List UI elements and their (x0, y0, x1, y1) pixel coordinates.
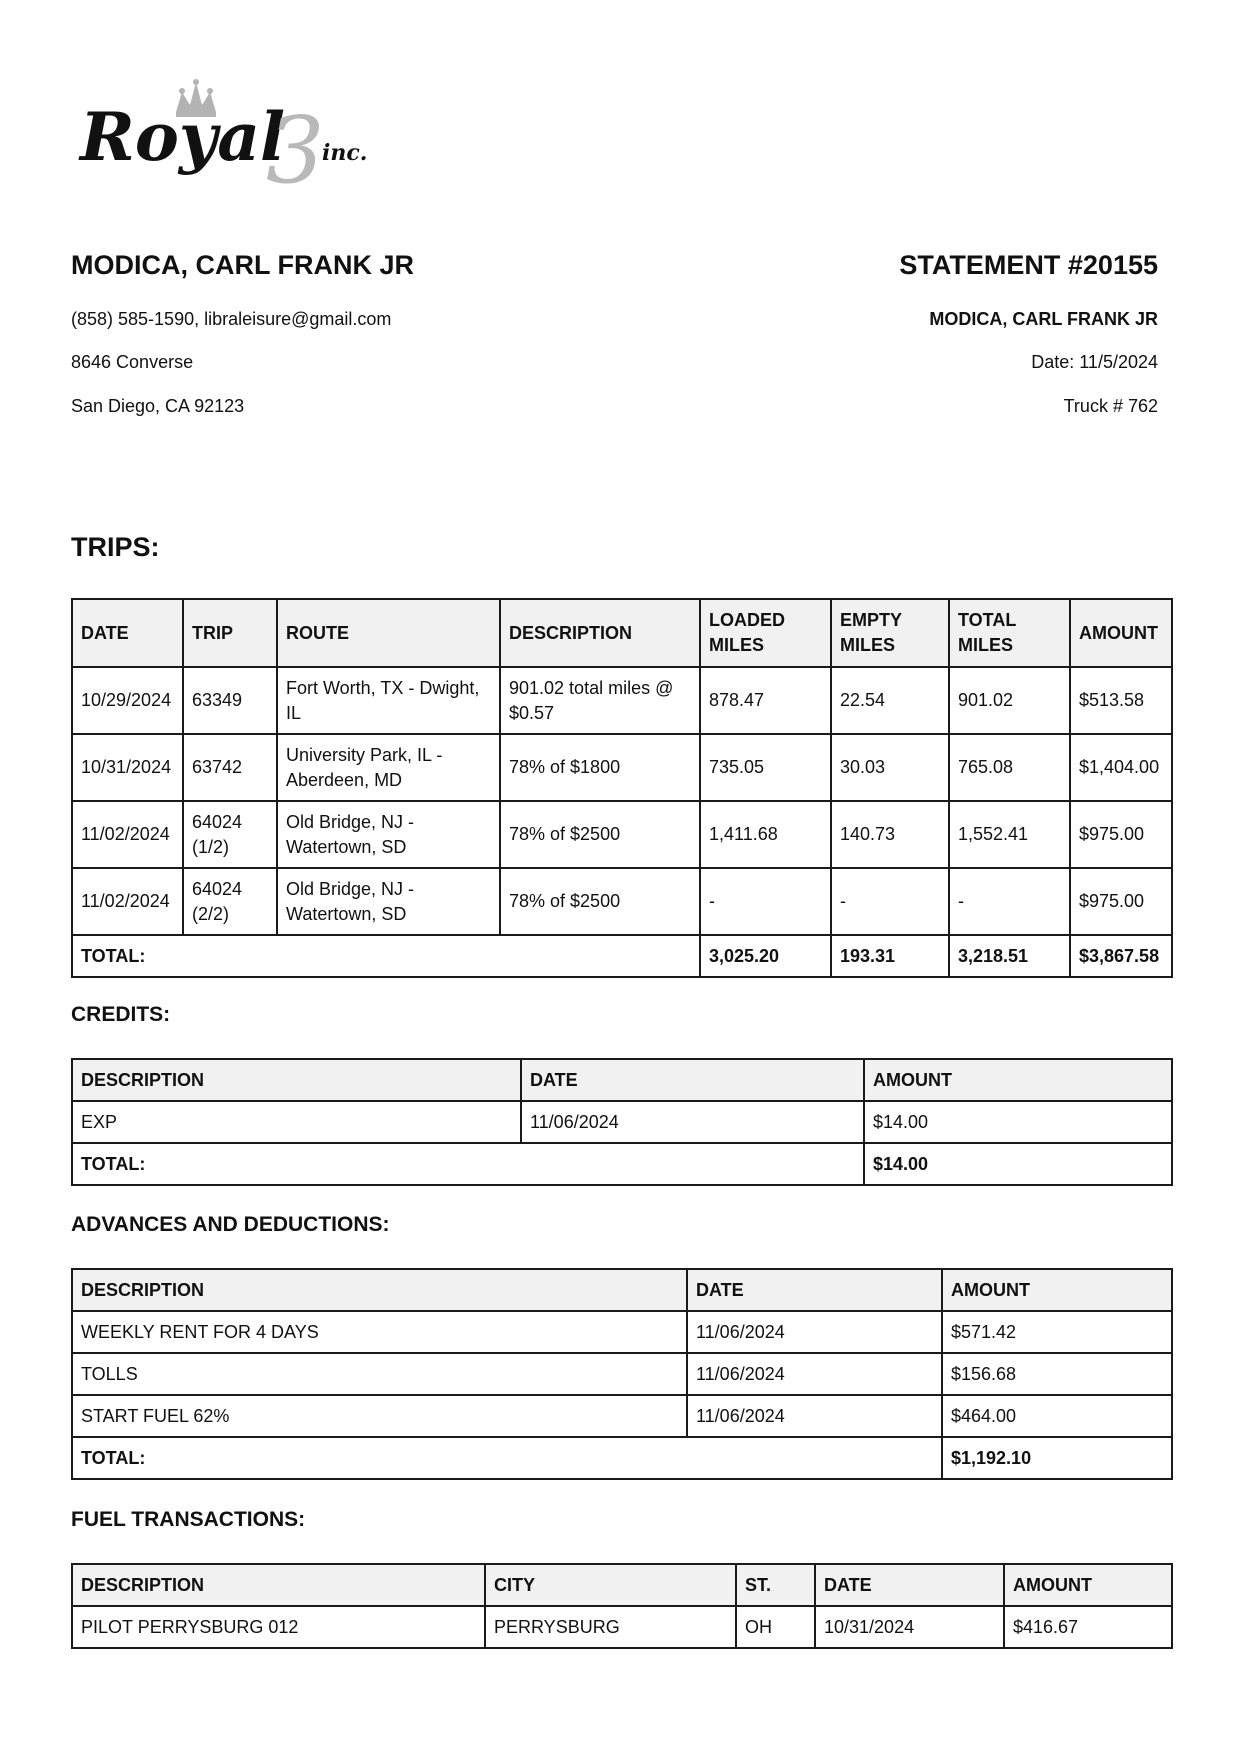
fuel-header-row (72, 1564, 1172, 1606)
table-cell: 735.05 (700, 734, 831, 801)
table-row (72, 801, 1172, 868)
total-empty-miles: 193.31 (831, 935, 949, 977)
credits-title: CREDITS: (71, 1003, 171, 1026)
column-header: DATE (815, 1564, 1004, 1606)
driver-name: MODICA, CARL FRANK JR (71, 250, 414, 280)
svg-text:inc.: inc. (322, 140, 368, 166)
table-cell: 901.02 (949, 667, 1070, 734)
table-cell: 63742 (183, 734, 277, 801)
table-row (72, 734, 1172, 801)
table-row (72, 667, 1172, 734)
table-cell: 765.08 (949, 734, 1070, 801)
column-header: DESCRIPTION (72, 1269, 687, 1311)
svg-text:Royal: Royal (80, 98, 286, 176)
statement-date: Date: 11/5/2024 (1031, 352, 1158, 372)
driver-address-line2: San Diego, CA 92123 (71, 396, 245, 416)
table-cell: 1,552.41 (949, 801, 1070, 868)
table-cell: 10/29/2024 (72, 667, 183, 734)
table-row (72, 1353, 1172, 1395)
total-label: TOTAL: (72, 1143, 864, 1185)
table-cell: $975.00 (1070, 868, 1172, 935)
table-cell: 78% of $2500 (500, 868, 700, 935)
table-cell: $571.42 (942, 1311, 1172, 1353)
total-amount: $14.00 (864, 1143, 1172, 1185)
fuel-table (71, 1563, 1173, 1649)
column-header: AMOUNT (1070, 599, 1172, 667)
table-cell: $416.67 (1004, 1606, 1172, 1648)
total-miles: 3,218.51 (949, 935, 1070, 977)
table-cell: $975.00 (1070, 801, 1172, 868)
table-cell: PERRYSBURG (485, 1606, 736, 1648)
company-logo (78, 78, 388, 188)
total-label: TOTAL: (72, 935, 700, 977)
table-cell: 11/02/2024 (72, 801, 183, 868)
table-cell: $464.00 (942, 1395, 1172, 1437)
table-row (72, 1101, 1172, 1143)
table-cell: EXP (72, 1101, 521, 1143)
table-cell: 901.02 total miles @ $0.57 (500, 667, 700, 734)
table-cell: 11/06/2024 (687, 1395, 942, 1437)
column-header: ST. (736, 1564, 815, 1606)
table-cell: 11/06/2024 (687, 1311, 942, 1353)
truck-number: Truck # 762 (1063, 396, 1158, 416)
trips-header-row (72, 599, 1172, 667)
trips-total-row (72, 935, 1172, 977)
table-cell: $14.00 (864, 1101, 1172, 1143)
advances-title: ADVANCES AND DEDUCTIONS: (71, 1213, 390, 1236)
credits-header-row (72, 1059, 1172, 1101)
table-row (72, 1395, 1172, 1437)
column-header: AMOUNT (1004, 1564, 1172, 1606)
table-cell: University Park, IL - Aberdeen, MD (277, 734, 500, 801)
table-cell: 78% of $1800 (500, 734, 700, 801)
driver-address-line1: 8646 Converse (71, 352, 194, 372)
column-header: AMOUNT (942, 1269, 1172, 1311)
table-cell: START FUEL 62% (72, 1395, 687, 1437)
column-header: DATE (521, 1059, 864, 1101)
column-header: ROUTE (277, 599, 500, 667)
column-header: DESCRIPTION (500, 599, 700, 667)
table-cell: 64024 (2/2) (183, 868, 277, 935)
advances-total-row (72, 1437, 1172, 1479)
trips-title: TRIPS: (71, 532, 160, 562)
column-header: DESCRIPTION (72, 1564, 485, 1606)
table-cell: TOLLS (72, 1353, 687, 1395)
table-cell: Fort Worth, TX - Dwight, IL (277, 667, 500, 734)
advances-header-row (72, 1269, 1172, 1311)
table-row (72, 1311, 1172, 1353)
table-cell: Old Bridge, NJ - Watertown, SD (277, 868, 500, 935)
table-cell: 10/31/2024 (72, 734, 183, 801)
table-cell: 11/06/2024 (687, 1353, 942, 1395)
table-cell: 30.03 (831, 734, 949, 801)
advances-table (71, 1268, 1173, 1480)
table-cell: 140.73 (831, 801, 949, 868)
table-cell: 1,411.68 (700, 801, 831, 868)
table-cell: 64024 (1/2) (183, 801, 277, 868)
fuel-title: FUEL TRANSACTIONS: (71, 1508, 306, 1531)
table-row (72, 1606, 1172, 1648)
total-amount: $1,192.10 (942, 1437, 1172, 1479)
column-header: DESCRIPTION (72, 1059, 521, 1101)
table-cell: 11/02/2024 (72, 868, 183, 935)
table-cell: 878.47 (700, 667, 831, 734)
driver-contact: (858) 585-1590, libraleisure@gmail.com (71, 309, 392, 329)
statement-name: MODICA, CARL FRANK JR (929, 309, 1158, 329)
table-cell: 78% of $2500 (500, 801, 700, 868)
table-cell: $156.68 (942, 1353, 1172, 1395)
table-row (72, 868, 1172, 935)
column-header: EMPTY MILES (831, 599, 949, 667)
statement-title: STATEMENT #20155 (899, 250, 1158, 280)
total-amount: $3,867.58 (1070, 935, 1172, 977)
table-cell: - (949, 868, 1070, 935)
total-loaded-miles: 3,025.20 (700, 935, 831, 977)
column-header: CITY (485, 1564, 736, 1606)
table-cell: 63349 (183, 667, 277, 734)
credits-total-row (72, 1143, 1172, 1185)
column-header: DATE (687, 1269, 942, 1311)
table-cell: OH (736, 1606, 815, 1648)
svg-text:3: 3 (266, 97, 325, 188)
table-cell: PILOT PERRYSBURG 012 (72, 1606, 485, 1648)
table-cell: Old Bridge, NJ - Watertown, SD (277, 801, 500, 868)
column-header: TOTAL MILES (949, 599, 1070, 667)
table-cell: $1,404.00 (1070, 734, 1172, 801)
table-cell: 11/06/2024 (521, 1101, 864, 1143)
table-cell: - (831, 868, 949, 935)
table-cell: $513.58 (1070, 667, 1172, 734)
column-header: AMOUNT (864, 1059, 1172, 1101)
credits-table (71, 1058, 1173, 1186)
total-label: TOTAL: (72, 1437, 942, 1479)
table-cell: - (700, 868, 831, 935)
table-cell: 22.54 (831, 667, 949, 734)
column-header: TRIP (183, 599, 277, 667)
table-cell: WEEKLY RENT FOR 4 DAYS (72, 1311, 687, 1353)
column-header: DATE (72, 599, 183, 667)
trips-table (71, 598, 1173, 978)
column-header: LOADED MILES (700, 599, 831, 667)
table-cell: 10/31/2024 (815, 1606, 1004, 1648)
